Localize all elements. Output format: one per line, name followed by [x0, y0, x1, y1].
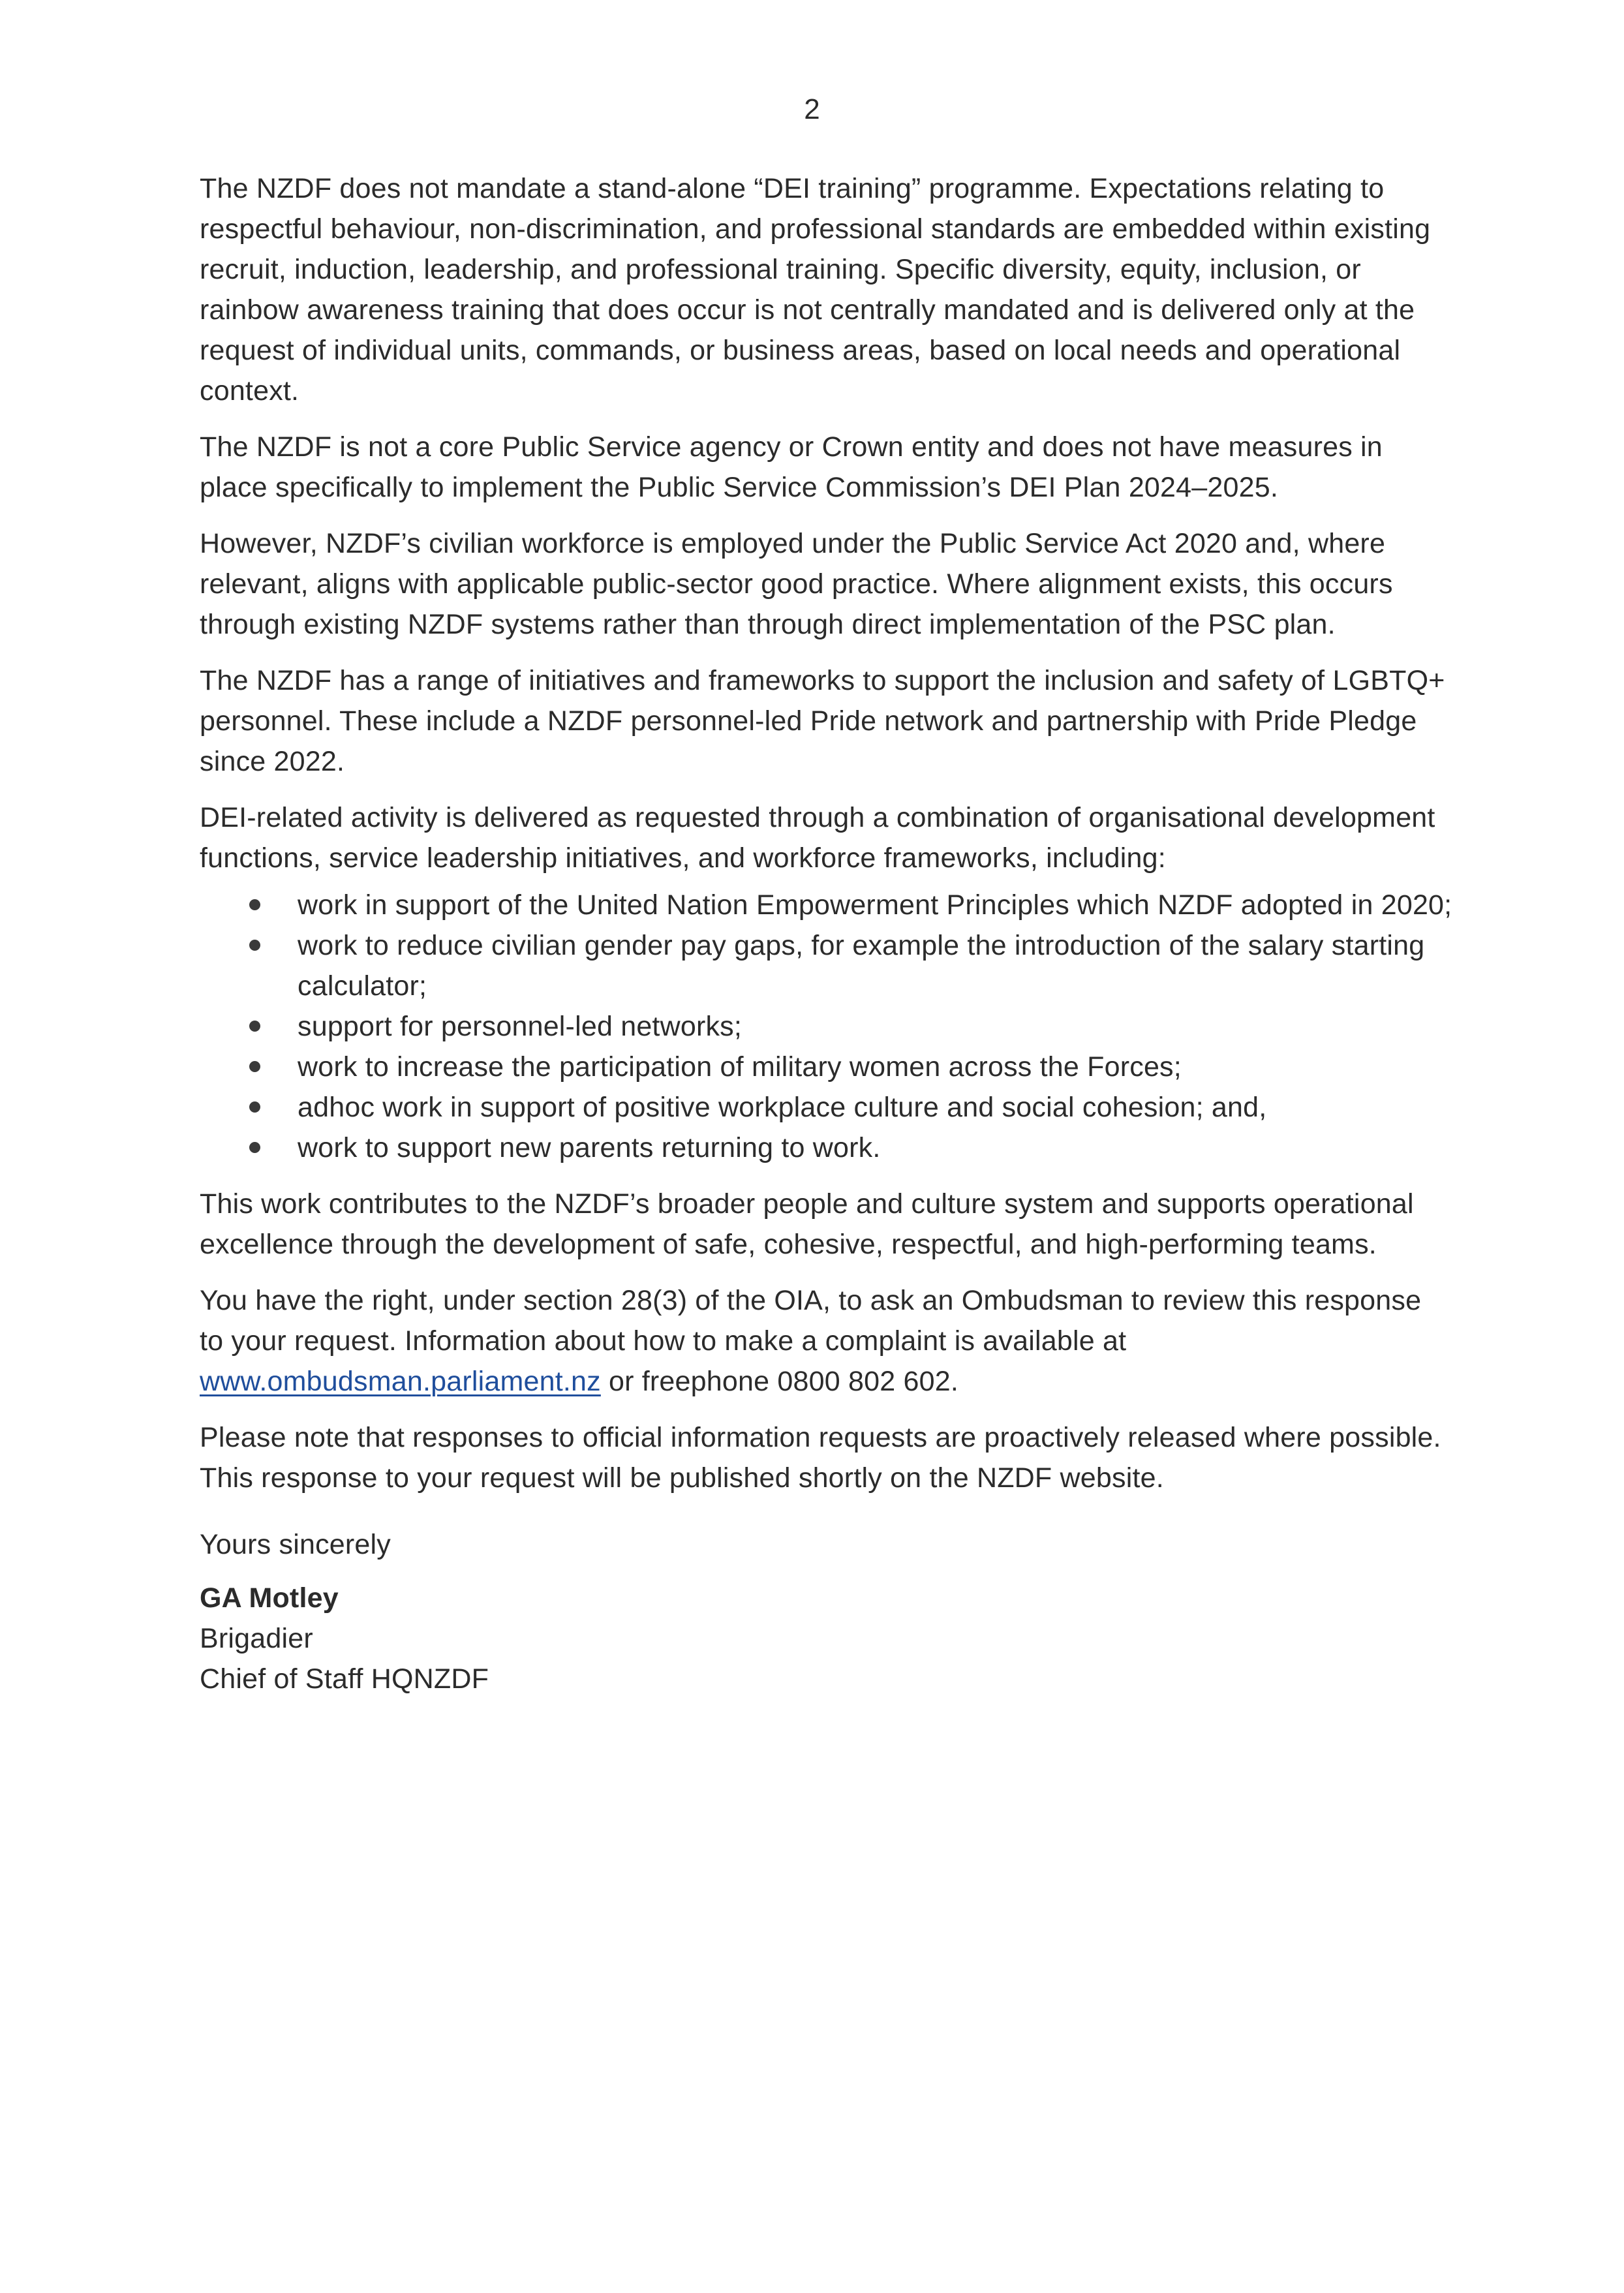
list-item-text: work to increase the participation of military women across the Forces;	[298, 1051, 1182, 1083]
paragraph-dei-training: The NZDF does not mandate a stand-alone “DEI training” programme. Expectations relating to respectful behaviour, non-discrimination, and professional standards are embedded within existing recruit, induction, leadership, and professional training. Specific diversity, equity, inclusion, or rainbow awareness training that does occur is not centrally mandated and is delivered only at the request of individual units, commands, or business areas, based on local needs and operational context.	[200, 173, 1431, 407]
list-item	[200, 1087, 1452, 1128]
paragraph-contribution: This work contributes to the NZDF’s broader people and culture system and supports operational excellence through the development of safe, cohesive, respectful, and high-performing teams.	[200, 1188, 1414, 1260]
bullet-icon	[249, 1101, 260, 1113]
bullet-icon	[249, 940, 260, 951]
paragraph-public-service-status: The NZDF is not a core Public Service agency or Crown entity and does not have measures in place specifically to implement the Public Service Commission’s DEI Plan 2024–2025.	[200, 431, 1383, 503]
ombudsman-text: You have the right, under section 28(3) of the OIA, to ask an Ombudsman to review this response to your request. Information about how to make a complaint is available at	[200, 1285, 1422, 1357]
signatory-title: Chief of Staff HQNZDF	[200, 1663, 489, 1695]
list-item-text: adhoc work in support of positive workplace culture and social cohesion; and,	[298, 1092, 1267, 1123]
freephone-text: or freephone 0800 802 602.	[600, 1366, 958, 1397]
ombudsman-website-link[interactable]: www.ombudsman.parliament.nz	[200, 1366, 601, 1397]
bullet-icon	[249, 1021, 260, 1032]
list-item	[200, 1128, 1452, 1168]
list-item	[200, 925, 1452, 1006]
signatory-name: GA Motley	[200, 1582, 339, 1614]
signature-block	[200, 1578, 1452, 1699]
closing-salutation: Yours sincerely	[200, 1529, 391, 1560]
paragraph-ombudsman-rights	[200, 1280, 1452, 1402]
bullet-icon	[249, 1142, 260, 1153]
list-item-text: work in support of the United Nation Empowerment Principles which NZDF adopted in 2020;	[298, 889, 1452, 921]
list-item-text: work to reduce civilian gender pay gaps, for example the introduction of the salary starting calculator;	[298, 930, 1425, 1002]
list-item	[200, 1006, 1452, 1047]
letter-body	[200, 168, 1452, 1699]
dei-activity-list	[200, 885, 1452, 1168]
paragraph-proactive-release: Please note that responses to official information requests are proactively released where possible. This response to your request will be published shortly on the NZDF website.	[200, 1422, 1441, 1494]
bullet-icon	[249, 1061, 260, 1072]
bullet-icon	[249, 899, 260, 910]
list-item-text: support for personnel-led networks;	[298, 1011, 743, 1042]
page-number: 2	[804, 93, 820, 125]
paragraph-civilian-workforce: However, NZDF’s civilian workforce is employed under the Public Service Act 2020 and, where relevant, aligns with applicable public-sector good practice. Where alignment exists, this occurs through existing NZDF systems rather than through direct implementation of the PSC plan.	[200, 528, 1393, 640]
paragraph-lgbtq-initiatives: The NZDF has a range of initiatives and frameworks to support the inclusion and safety of LGBTQ+ personnel. These include a NZDF personnel-led Pride network and partnership with Pride Pledge since 2022.	[200, 665, 1445, 777]
list-item	[200, 1047, 1452, 1087]
list-item	[200, 885, 1452, 925]
list-item-text: work to support new parents returning to work.	[298, 1132, 881, 1163]
paragraph-dei-activity-intro: DEI-related activity is delivered as requested through a combination of organisational development functions, service leadership initiatives, and workforce frameworks, including:	[200, 802, 1435, 874]
signatory-rank: Brigadier	[200, 1623, 313, 1654]
